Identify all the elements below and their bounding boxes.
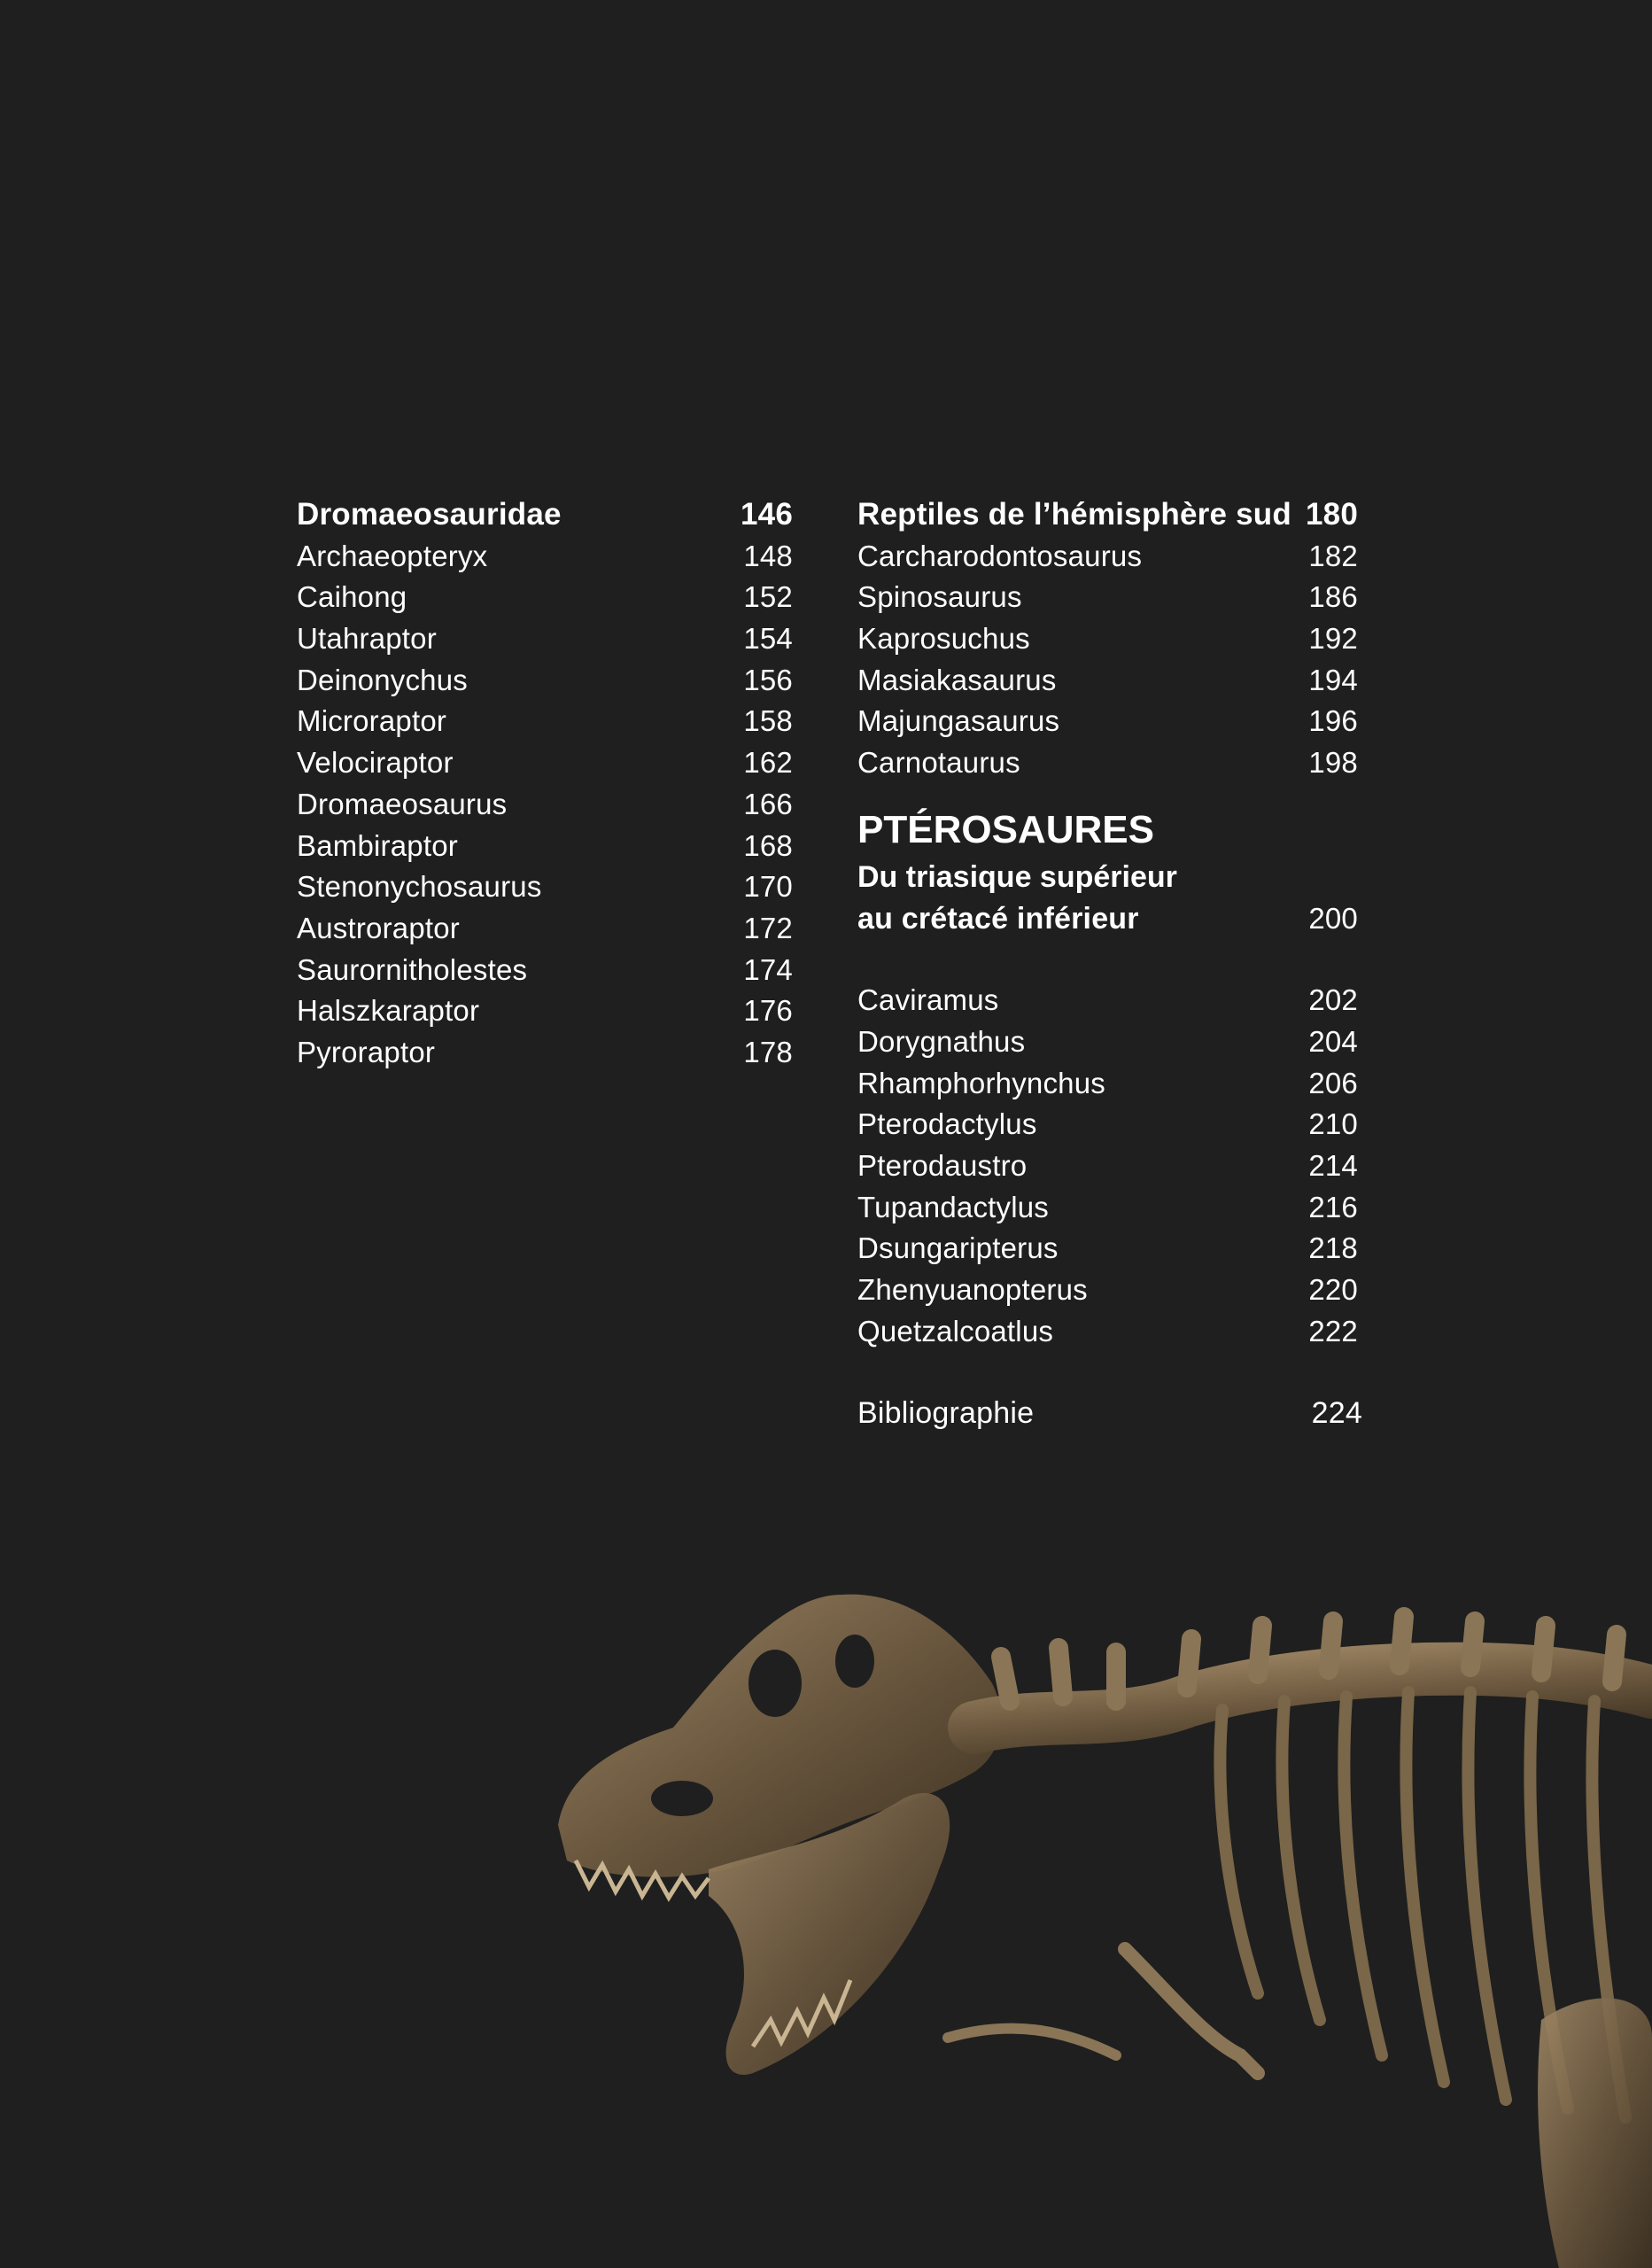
toc-page-number: 154 xyxy=(743,622,793,656)
toc-entry[interactable] xyxy=(857,1146,1358,1187)
toc-page-number: 200 xyxy=(1308,901,1358,935)
toc-page-number: 224 xyxy=(1311,1396,1362,1431)
toc-entry[interactable] xyxy=(297,826,793,867)
toc-page-number: 172 xyxy=(743,911,793,944)
toc-page-number: 218 xyxy=(1308,1231,1358,1265)
toc-page-number: 222 xyxy=(1308,1314,1358,1348)
toc-entry-list xyxy=(857,980,1358,1352)
toc-page-number: 156 xyxy=(743,663,793,696)
toc-entry-title: Microraptor xyxy=(297,704,447,738)
toc-page-number: 220 xyxy=(1308,1273,1358,1306)
toc-entry-title: Pyroraptor xyxy=(297,1035,436,1068)
toc-entry[interactable] xyxy=(857,660,1358,702)
toc-entry[interactable] xyxy=(297,990,793,1032)
toc-page-number: 194 xyxy=(1308,663,1358,696)
toc-entry-title: Masiakasaurus xyxy=(857,663,1057,696)
toc-entry-title: Caihong xyxy=(297,580,407,614)
toc-page-number: 176 xyxy=(743,994,793,1028)
toc-page-number: 198 xyxy=(1308,746,1358,780)
toc-page-number: 148 xyxy=(743,539,793,572)
toc-entry[interactable] xyxy=(857,980,1358,1021)
toc-page-number: 166 xyxy=(743,787,793,820)
toc-bibliography[interactable] xyxy=(857,1393,1362,1434)
toc-entry-title: Stenonychosaurus xyxy=(297,870,542,904)
toc-entry[interactable] xyxy=(297,866,793,908)
toc-entry-title: Carcharodontosaurus xyxy=(857,539,1143,572)
toc-page-number: 192 xyxy=(1308,622,1358,656)
toc-chapter-heading[interactable] xyxy=(857,494,1358,536)
toc-entry-title: Reptiles de l’hémisphère sud xyxy=(857,497,1291,532)
toc-entry-title: Pterodaustro xyxy=(857,1148,1028,1182)
toc-entry[interactable] xyxy=(297,908,793,950)
toc-page-number: 196 xyxy=(1308,704,1358,738)
toc-entry-title: Halszkaraptor xyxy=(297,994,480,1028)
toc-page-number: 152 xyxy=(743,580,793,614)
toc-page-number: 178 xyxy=(743,1035,793,1068)
toc-entry-title: Utahraptor xyxy=(297,622,437,656)
section-subtitle-row xyxy=(857,898,1358,940)
toc-entry[interactable] xyxy=(857,1021,1358,1063)
toc-entry-title: Archaeopteryx xyxy=(297,539,488,572)
toc-page-number: 210 xyxy=(1308,1107,1358,1141)
toc-entry-title: Kaprosuchus xyxy=(857,622,1030,656)
toc-entry[interactable] xyxy=(857,742,1358,784)
toc-entry-title: Saurornitholestes xyxy=(297,952,528,986)
toc-page-number: 146 xyxy=(741,497,793,532)
toc-page-number: 162 xyxy=(743,746,793,780)
toc-page-number: 202 xyxy=(1308,983,1358,1017)
toc-entry[interactable] xyxy=(297,950,793,991)
toc-entry[interactable] xyxy=(857,1311,1358,1353)
toc-entry-title: Dorygnathus xyxy=(857,1024,1026,1058)
toc-page-number: 168 xyxy=(743,828,793,862)
toc-entry-title: Velociraptor xyxy=(297,746,454,780)
toc-entry-title: Tupandactylus xyxy=(857,1190,1050,1223)
toc-chapter-heading[interactable] xyxy=(297,494,793,536)
toc-entry[interactable] xyxy=(297,660,793,702)
toc-entry-title: Zhenyuanopterus xyxy=(857,1273,1088,1306)
toc-entry[interactable] xyxy=(297,1032,793,1074)
toc-page-number: 174 xyxy=(743,952,793,986)
toc-entry[interactable] xyxy=(857,536,1358,578)
toc-entry[interactable] xyxy=(857,1270,1358,1311)
section-title: PTÉROSAURES xyxy=(857,807,1154,851)
toc-right-column xyxy=(857,494,1362,1434)
toc-page-number: 170 xyxy=(743,870,793,904)
toc-entry-title: Pterodactylus xyxy=(857,1107,1037,1141)
toc-entry[interactable] xyxy=(297,536,793,578)
toc-entry-title: Austroraptor xyxy=(297,911,460,944)
toc-entry[interactable] xyxy=(297,784,793,826)
toc-entry[interactable] xyxy=(857,618,1358,660)
toc-page-number: 186 xyxy=(1308,580,1358,614)
toc-entry-list xyxy=(857,536,1358,784)
toc-entry-title: Caviramus xyxy=(857,983,999,1017)
toc-entry-list xyxy=(297,536,793,1074)
toc-entry[interactable] xyxy=(857,1187,1358,1229)
toc-entry[interactable] xyxy=(857,1104,1358,1146)
toc-entry-title: Majungasaurus xyxy=(857,704,1060,738)
toc-entry-title: Rhamphorhynchus xyxy=(857,1066,1105,1099)
toc-left-column xyxy=(297,494,793,1074)
toc-entry[interactable] xyxy=(857,1228,1358,1270)
section-subtitle: Du triasique supérieur xyxy=(857,859,1177,894)
toc-page-number: 180 xyxy=(1306,497,1358,532)
toc-entry[interactable] xyxy=(857,1063,1358,1105)
toc-entry-title: Deinonychus xyxy=(297,663,468,696)
toc-section-pterosaures[interactable] xyxy=(857,804,1358,939)
toc-page-number: 216 xyxy=(1308,1190,1358,1223)
toc-entry-title: Dsungaripterus xyxy=(857,1231,1059,1265)
toc-entry[interactable] xyxy=(297,577,793,618)
toc-entry[interactable] xyxy=(857,701,1358,742)
toc-entry-title: Bambiraptor xyxy=(297,828,458,862)
toc-entry-title: Carnotaurus xyxy=(857,746,1020,780)
toc-page-number: 206 xyxy=(1308,1066,1358,1099)
section-subtitle: au crétacé inférieur xyxy=(857,901,1139,936)
toc-entry-title: Dromaeosauridae xyxy=(297,497,562,532)
toc-page-number: 214 xyxy=(1308,1148,1358,1182)
toc-page-number: 158 xyxy=(743,704,793,738)
toc-entry[interactable] xyxy=(297,742,793,784)
toc-entry-title: Dromaeosaurus xyxy=(297,787,508,820)
toc-entry-title: Spinosaurus xyxy=(857,580,1022,614)
toc-page-number: 182 xyxy=(1308,539,1358,572)
toc-entry-title: Quetzalcoatlus xyxy=(857,1314,1054,1348)
toc-entry[interactable] xyxy=(297,701,793,742)
toc-entry[interactable] xyxy=(297,618,793,660)
t-rex-skeleton-image xyxy=(549,1577,1652,2268)
toc-page-number: 204 xyxy=(1308,1024,1358,1058)
toc-entry[interactable] xyxy=(857,577,1358,618)
toc-entry-title: Bibliographie xyxy=(857,1396,1035,1431)
